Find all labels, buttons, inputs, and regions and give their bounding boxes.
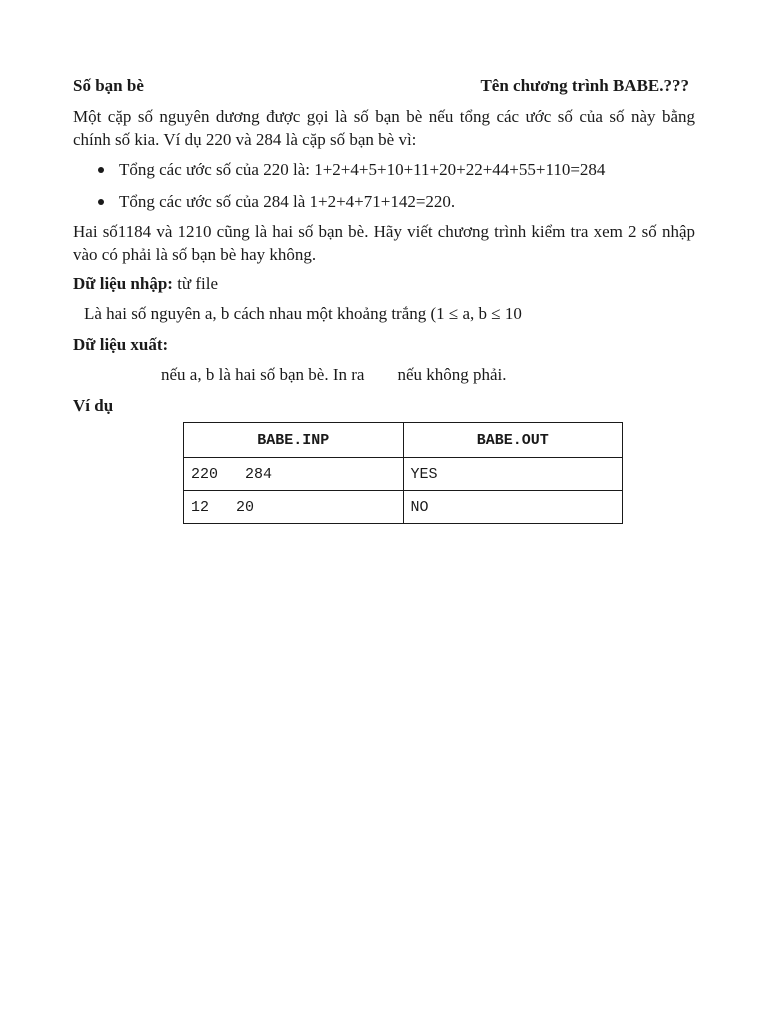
output-description [161,363,507,386]
bullet-text: Tổng các ước số của 220 là: 1+2+4+5+10+11+20+22+44+55+110=284 [119,160,606,179]
column-header-output: BABE.OUT [403,423,623,458]
example-label: Ví dụ [73,396,114,415]
task-paragraph: Hai số1184 và 1210 cũng là hai số bạn bè. Hãy viết chương trình kiểm tra xem 2 số nhập vào có phải là số bạn bè hay không. [73,222,695,264]
list-item [73,190,695,222]
table-row [184,458,623,491]
bullet-icon [98,199,104,205]
bullet-icon [98,167,104,173]
input-section-heading [73,272,218,295]
intro-paragraph: Một cặp số nguyên dương được gọi là số bạn bè nếu tổng các ước số của số này bằng chính số kia. Ví dụ 220 và 284 là cặp số bạn bè vì: [73,107,695,149]
table-cell-input: 220 284 [184,458,404,491]
divisor-sum-list [73,158,695,222]
output-description-part1: nếu a, b là hai số bạn bè. In ra [161,365,365,384]
sample-io-table [183,422,623,524]
input-label-suffix: từ file [172,274,219,293]
input-description: Là hai số nguyên a, b cách nhau một khoảng trắng (1 ≤ a, b ≤ 10 [84,304,522,323]
column-header-input: BABE.INP [184,423,404,458]
problem-title: Số bạn bè [73,76,144,95]
example-heading [73,394,113,417]
table-header-row [184,423,623,458]
bullet-text: Tổng các ước số của 284 là 1+2+4+71+142=220. [119,192,456,211]
list-item [73,158,695,190]
program-name: Tên chương trình BABE.??? [480,76,689,95]
table-cell-output: YES [403,458,623,491]
table-row [184,491,623,524]
output-description-part2: nếu không phải. [397,365,507,384]
table-cell-output: NO [403,491,623,524]
input-label: Dữ liệu nhập: [73,274,173,293]
output-section-heading [73,333,168,356]
table-cell-input: 12 20 [184,491,404,524]
output-label: Dữ liệu xuất: [73,335,169,354]
